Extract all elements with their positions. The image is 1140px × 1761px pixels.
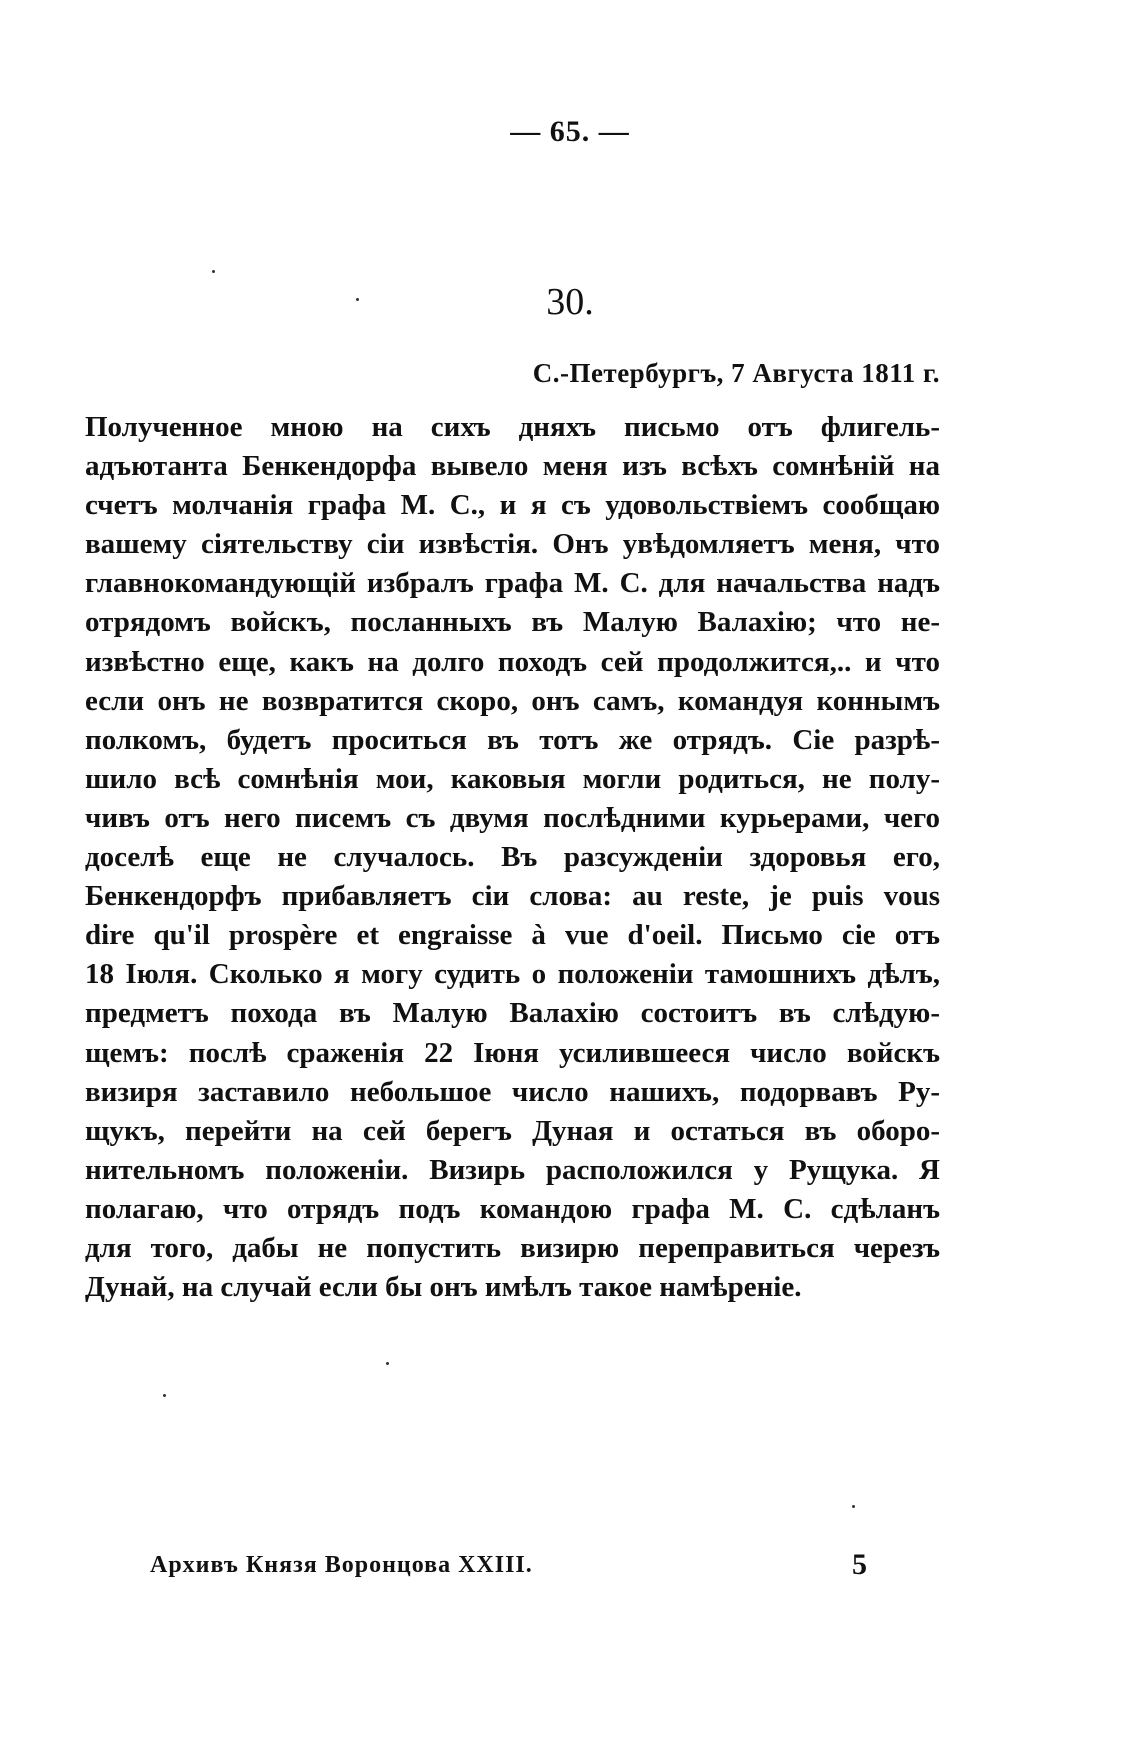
body-line: адъютанта Бенкендорфа вывело меня изъ всѣхъ сомнѣній на <box>85 450 940 483</box>
footer-title: Архивъ Князя Воронцова XXIII. <box>150 1552 533 1578</box>
body-line-last: Дунай, на случай если бы онъ имѣлъ такое намѣреніе. <box>85 1271 802 1304</box>
dateline: С.-Петербургъ, 7 Августа 1811 г. <box>532 358 940 388</box>
letter-body <box>85 408 940 1307</box>
scan-speck <box>163 1394 166 1397</box>
body-line: счетъ молчанія графа М. С., и я съ удовольствіемъ сообщаю <box>85 489 940 522</box>
body-line: Бенкендорфъ прибавляетъ сіи слова: au reste, je puis vous <box>85 880 940 913</box>
scan-speck <box>212 270 215 273</box>
signature-mark: 5 <box>852 1548 867 1581</box>
page-number: — 65. — <box>510 115 630 148</box>
body-line: шило всѣ сомнѣнія мои, каковыя могли родиться, не полу- <box>85 762 940 795</box>
body-line: визиря заставило небольшое число нашихъ, подорвавъ Ру- <box>85 1075 940 1108</box>
body-line: вашему сіятельству сіи извѣстія. Онъ увѣдомляетъ меня, что <box>85 528 940 561</box>
body-line: dire qu'il prospère et engraisse à vue d'oeil. Письмо сіе отъ <box>85 919 940 952</box>
body-line: главнокомандующій избралъ графа М. С. для начальства надъ <box>85 567 940 600</box>
body-line: Полученное мною на сихъ дняхъ письмо отъ флигель- <box>85 411 940 443</box>
body-line: щукъ, перейти на сей берегъ Дуная и остаться въ оборо- <box>85 1114 940 1147</box>
scan-speck <box>356 298 359 301</box>
body-line: полагаю, что отрядъ подъ командою графа М. С. сдѣланъ <box>85 1192 940 1225</box>
body-line: если онъ не возвратится скоро, онъ самъ, командуя коннымъ <box>85 684 940 717</box>
letter-number: 30. <box>546 281 594 323</box>
scan-speck <box>386 1362 389 1365</box>
body-line: нительномъ положеніи. Визирь расположился у Рущука. Я <box>85 1153 940 1186</box>
body-line: отрядомъ войскъ, посланныхъ въ Малую Валахію; что не- <box>85 606 940 639</box>
body-line: щемъ: послѣ сраженія 22 Іюня усилившееся число войскъ <box>85 1036 940 1069</box>
scan-speck <box>852 1505 855 1508</box>
body-line: чивъ отъ него писемъ съ двумя послѣдними курьерами, чего <box>85 801 940 834</box>
body-line: доселѣ еще не случалось. Въ разсужденіи здоровья его, <box>85 841 940 874</box>
body-line: извѣстно еще, какъ на долго походъ сей продолжится,.. и что <box>85 645 940 678</box>
body-line: 18 Іюля. Сколько я могу судить о положеніи тамошнихъ дѣлъ, <box>85 958 940 991</box>
body-line: полкомъ, будетъ проситься въ тотъ же отрядъ. Сіе разрѣ- <box>85 723 940 756</box>
body-line: предметъ похода въ Малую Валахію состоитъ въ слѣдую- <box>85 997 940 1030</box>
body-line: для того, дабы не попустить визирю переправиться черезъ <box>85 1231 940 1264</box>
